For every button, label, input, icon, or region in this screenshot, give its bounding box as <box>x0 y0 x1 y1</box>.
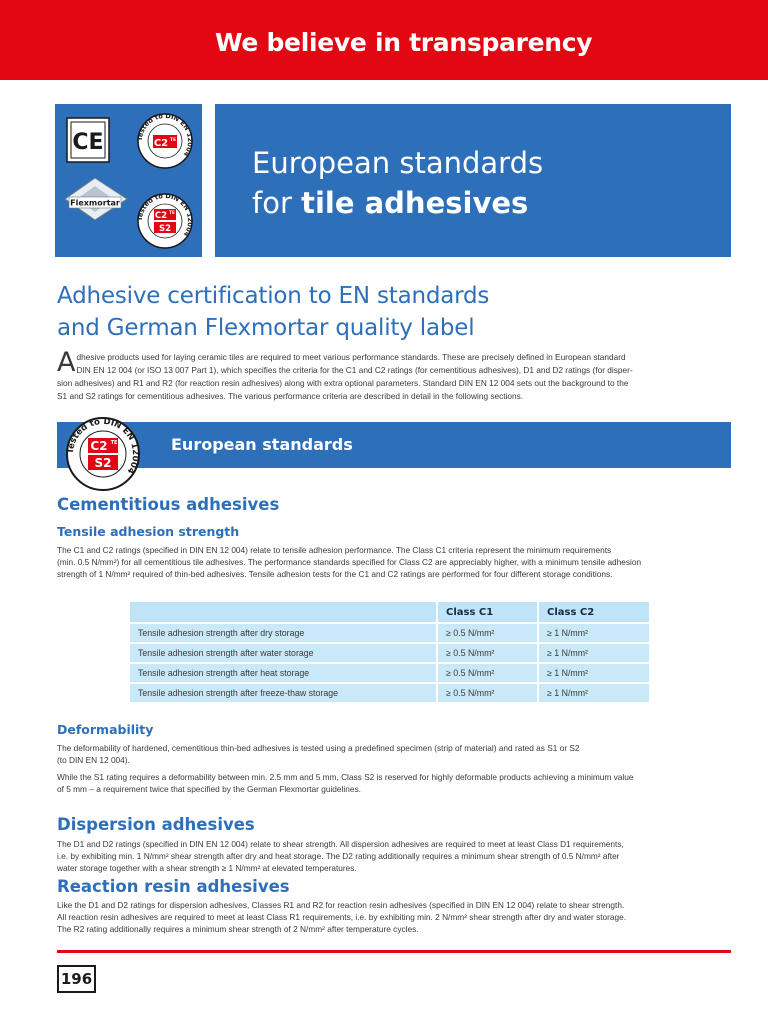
heading-deformability: Deformability <box>57 722 154 737</box>
badges-artwork <box>55 104 202 257</box>
svg-text:Tested to DIN EN 12004: Tested to DIN EN 12004 <box>135 111 195 158</box>
svg-text:Tested to DIN EN 12004: Tested to DIN EN 12004 <box>135 191 195 238</box>
dispersion-paragraph: The D1 and D2 ratings (specified in DIN EN 12 004) relate to shear strength. All dispersion adhesives are required to meet at least Class D1 requirements, i.e. by exhibiting min. 1 N/mm² shear strength after dry and heat storage. The D2 rating additionally requires a minimum shear strength of 0.5 N/mm² after water storage together with a shear strength ≥ 1 N/mm² at elevated temperatures. <box>57 839 624 873</box>
page-title-line2: and German Flexmortar quality label <box>57 315 475 341</box>
svg-text:C2: C2 <box>90 439 108 453</box>
table-cell: ≥ 1 N/mm² <box>537 664 649 682</box>
intro-dropcap: A <box>57 347 76 378</box>
table-cell: ≥ 0.5 N/mm² <box>436 684 537 702</box>
hero-title-line1: European standards <box>252 146 544 180</box>
ce-mark-icon <box>67 118 109 162</box>
table-row <box>130 644 649 662</box>
intro-line: sion adhesives) and R1 and R2 (for reaction resin adhesives) along with extra optional parameters. Standard DIN EN 12 004 sets out the background to the <box>57 378 629 388</box>
tested-stamp-top-icon <box>136 112 194 168</box>
table-cell: ≥ 1 N/mm² <box>537 624 649 642</box>
intro-line: dhesive products used for laying ceramic tiles are required to meet various performance standards. These are precisely defined in European standard <box>76 352 626 362</box>
table-row <box>130 624 649 642</box>
svg-text:Tested to DIN EN 12004: Tested to DIN EN 12004 <box>65 416 141 476</box>
table-header-cell <box>130 602 436 622</box>
table-cell: Tensile adhesion strength after freeze-thaw storage <box>130 684 436 702</box>
hero-banner <box>215 104 731 257</box>
footer-divider <box>57 950 731 953</box>
table-cell: ≥ 0.5 N/mm² <box>436 624 537 642</box>
table-cell: ≥ 1 N/mm² <box>537 644 649 662</box>
heading-dispersion-adhesives: Dispersion adhesives <box>57 815 255 834</box>
heading-reaction-resin-adhesives: Reaction resin adhesives <box>57 877 290 896</box>
header-title: We believe in transparency <box>215 28 593 57</box>
tested-stamp-bottom-icon <box>136 192 194 248</box>
svg-text:Flexmortar: Flexmortar <box>70 198 120 208</box>
heading-tensile-adhesion-strength: Tensile adhesion strength <box>57 524 240 539</box>
table-cell: Tensile adhesion strength after water storage <box>130 644 436 662</box>
table-row <box>130 664 649 682</box>
page-number: 196 <box>57 965 96 993</box>
tested-stamp-large-icon <box>64 415 142 493</box>
svg-text:TE: TE <box>110 440 118 446</box>
header-bar <box>0 0 768 80</box>
svg-text:C2: C2 <box>154 211 168 221</box>
svg-text:TE: TE <box>169 138 177 143</box>
tensile-paragraph: The C1 and C2 ratings (specified in DIN EN 12 004) relate to tensile adhesion performance. The Class C1 criteria represent the minimum requirements (min. 0.5 N/mm²) for all cementitious tile adhesives. The performance standards specified for Class C2 are appreciably higher, with a minimum tensile adhesion strength of 1 N/mm² required of thin-bed adhesives. Tensile adhesion tests for the C1 and C2 ratings are performed for four different storage conditions. <box>57 545 642 579</box>
deformability-paragraph-1: The deformability of hardened, cementitious thin-bed adhesives is tested using a predefined specimen (strip of material) and rated as S1 or S2 (to DIN EN 12 004). <box>57 743 580 765</box>
certification-badges-panel <box>55 104 202 257</box>
section-bar-european-standards <box>57 422 731 468</box>
table-header-row <box>130 602 649 622</box>
svg-text:TE: TE <box>169 210 175 215</box>
deformability-paragraph-2: While the S1 rating requires a deformability between min. 2.5 mm and 5 mm, Class S2 is reserved for highly deformable products achieving a minimum value of 5 mm – a requirement twice that specified by the German Flexmortar guidelines. <box>57 772 634 794</box>
flexmortar-quality-label-icon <box>65 178 127 220</box>
table-cell: ≥ 1 N/mm² <box>537 684 649 702</box>
section-bar-title: European standards <box>171 435 353 454</box>
table-cell: Tensile adhesion strength after dry storage <box>130 624 436 642</box>
table-cell: ≥ 0.5 N/mm² <box>436 664 537 682</box>
table-header-cell: Class C1 <box>436 602 537 622</box>
hero-title-line2: for tile adhesives <box>252 186 529 220</box>
svg-text:C2: C2 <box>153 138 169 149</box>
svg-text:S2: S2 <box>158 224 172 234</box>
reaction-paragraph: Like the D1 and D2 ratings for dispersion adhesives, Classes R1 and R2 for reaction resin adhesives (specified in DIN EN 12 004) relate to shear strength. All reaction resin adhesives are required to meet at least Class R1 requirements, i.e. by exhibiting min. 2 N/mm² shear strength after dry and water storage. The R2 rating additionally requires a minimum shear strength of 2 N/mm² after temperature cycles. <box>57 900 627 934</box>
table-cell: Tensile adhesion strength after heat storage <box>130 664 436 682</box>
intro-paragraph <box>57 347 731 403</box>
svg-text:CE: CE <box>72 130 104 155</box>
page-title-line1: Adhesive certification to EN standards <box>57 283 490 309</box>
table-header-cell: Class C2 <box>537 602 649 622</box>
table-row <box>130 684 649 702</box>
intro-line: S1 and S2 ratings for cementitious adhesives. The various performance criteria are described in detail in the following sections. <box>57 391 524 401</box>
tensile-adhesion-table <box>130 600 649 704</box>
heading-cementitious-adhesives: Cementitious adhesives <box>57 495 280 514</box>
intro-line: DIN EN 12 004 (or ISO 13 007 Part 1), which specifies the criteria for the C1 and C2 ratings (for cementitious adhesives), D1 and D2 ratings (for disper- <box>76 365 633 375</box>
table-cell: ≥ 0.5 N/mm² <box>436 644 537 662</box>
svg-text:S2: S2 <box>94 456 112 470</box>
